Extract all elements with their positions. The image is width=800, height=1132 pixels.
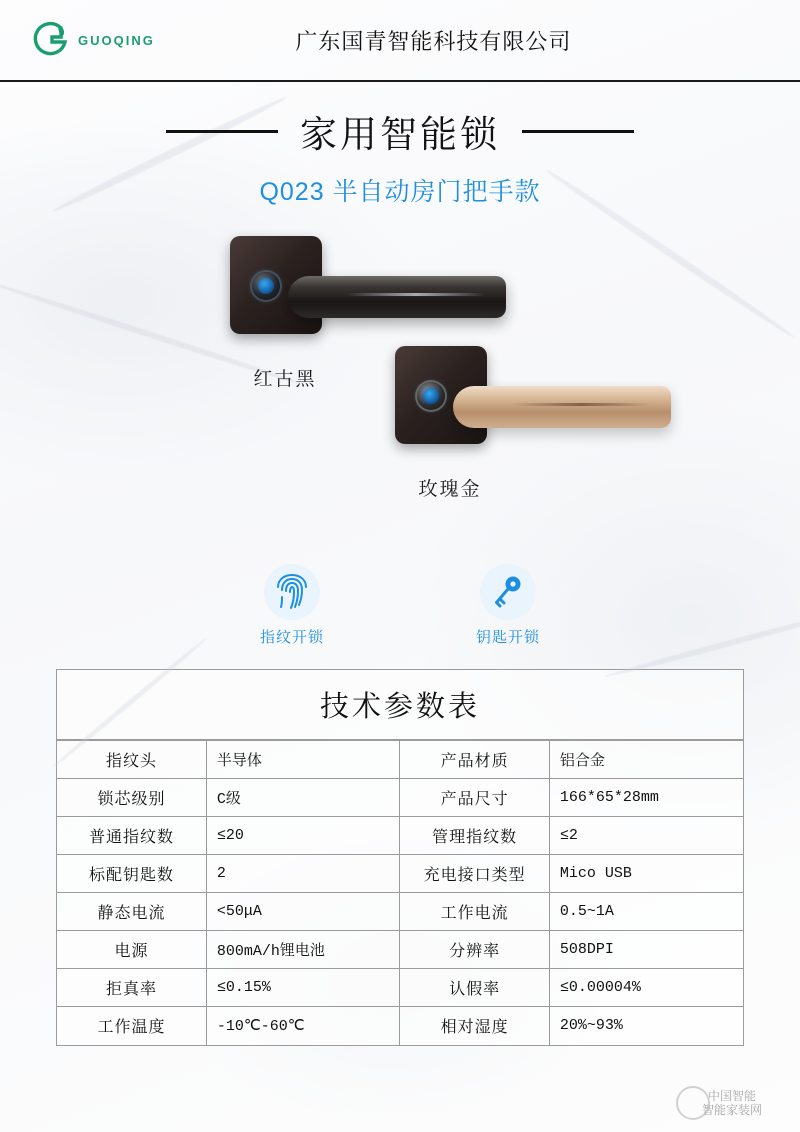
leaf-circle-logo-icon [28,18,72,62]
page-title: 家用智能锁 [300,114,500,155]
spec-value-cell: ≤20 [206,817,400,855]
spec-value-cell: 20%~93% [549,1007,743,1045]
spec-key-cell: 静态电流 [57,893,206,931]
spec-key-cell: 产品材质 [400,741,549,779]
spec-key-cell: 电源 [57,931,206,969]
product-caption-gold: 玫瑰金 [418,479,482,500]
fingerprint-sensor [252,272,280,300]
feature-fingerprint [232,564,352,647]
table-row [57,1007,743,1045]
spec-value-cell: ≤0.15% [206,969,400,1007]
spec-key-cell: 管理指纹数 [400,817,549,855]
title-rule-right [522,130,634,133]
spec-value-cell: 800mA/h锂电池 [206,931,400,969]
feature-key [448,564,568,647]
spec-value-cell: 0.5~1A [549,893,743,931]
feature-list [0,564,800,647]
spec-key-cell: 工作电流 [400,893,549,931]
page-header [0,0,800,82]
watermark [672,1080,792,1126]
feature-label: 指纹开锁 [259,629,324,646]
spec-key-cell: 指纹头 [57,741,206,779]
watermark-ring-icon [676,1086,710,1120]
spec-table-container [56,669,744,1046]
spec-value-cell: <50μA [206,893,400,931]
company-name: 广东国青智能科技有限公司 [295,28,572,54]
fingerprint-icon [264,564,320,620]
spec-table [57,740,743,1045]
table-row [57,931,743,969]
key-icon [480,564,536,620]
spec-key-cell: 拒真率 [57,969,206,1007]
title-block [0,104,800,208]
spec-key-cell: 分辨率 [400,931,549,969]
lock-handle [453,386,671,428]
table-row [57,817,743,855]
spec-value-cell: 铝合金 [549,741,743,779]
spec-value-cell: 半导体 [206,741,400,779]
spec-value-cell: ≤2 [549,817,743,855]
spec-key-cell: 产品尺寸 [400,779,549,817]
spec-value-cell: 166*65*28mm [549,779,743,817]
page-subtitle: Q023 半自动房门把手款 [259,178,541,206]
spec-key-cell: 标配钥匙数 [57,855,206,893]
spec-table-title: 技术参数表 [57,670,743,740]
spec-value-cell: 2 [206,855,400,893]
table-row [57,893,743,931]
product-image-gold-lock [395,346,675,466]
spec-value-cell: -10℃-60℃ [206,1007,400,1045]
spec-key-cell: 相对湿度 [400,1007,549,1045]
product-gallery [0,228,800,558]
spec-key-cell: 认假率 [400,969,549,1007]
spec-key-cell: 充电接口类型 [400,855,549,893]
title-rule-left [166,130,278,133]
company-logo [28,18,155,62]
lock-handle [288,276,506,318]
spec-value-cell: 508DPI [549,931,743,969]
spec-value-cell: Mico USB [549,855,743,893]
spec-value-cell: ≤0.00004% [549,969,743,1007]
spec-value-cell: C级 [206,779,400,817]
table-row [57,969,743,1007]
table-row [57,779,743,817]
logo-text: GUOQING [78,32,155,48]
product-caption-black: 红古黑 [253,369,317,390]
spec-key-cell: 工作温度 [57,1007,206,1045]
spec-key-cell: 锁芯级别 [57,779,206,817]
spec-key-cell: 普通指纹数 [57,817,206,855]
table-row [57,855,743,893]
table-row [57,741,743,779]
product-image-black-lock [230,236,510,356]
feature-label: 钥匙开锁 [475,629,540,646]
watermark-line-1: 中国智能 [707,1088,756,1103]
watermark-line-2: 智能家装网 [701,1103,762,1117]
fingerprint-sensor [417,382,445,410]
